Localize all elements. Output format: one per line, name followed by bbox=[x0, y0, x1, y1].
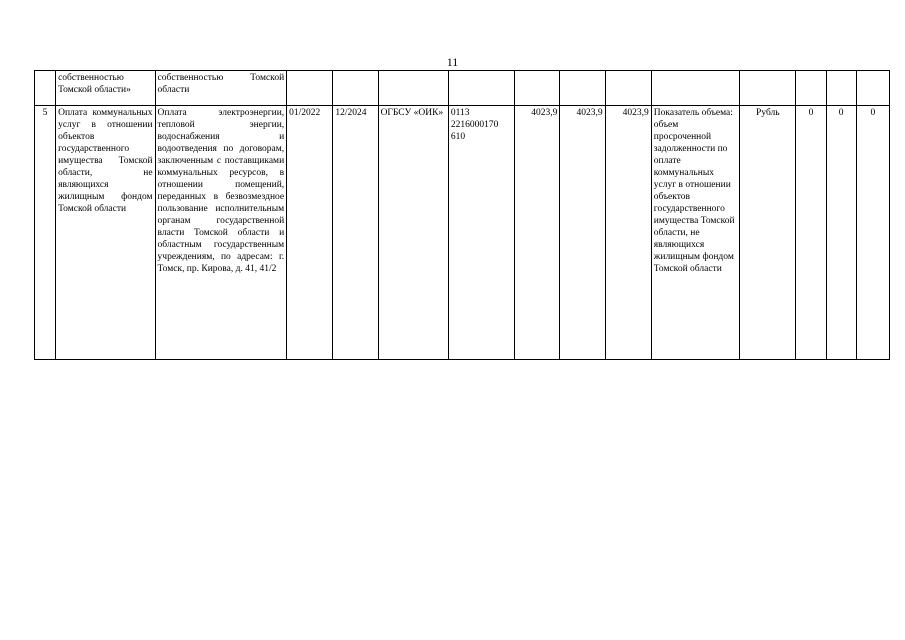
table-row bbox=[35, 106, 890, 360]
cell-indicator-2: 0 bbox=[826, 106, 856, 360]
page-number: 11 bbox=[446, 55, 459, 69]
cell-name: собственностью Томской области» bbox=[56, 71, 155, 106]
cell-code: 0113 2216000170 610 bbox=[448, 106, 514, 360]
cell-value-3 bbox=[605, 71, 651, 106]
cell-indicator: Показатель объема: объем просроченной задолженности по оплате коммунальных услуг в отношении объектов государственного имущества Томской области, не являющихся жилищным фондом Томской области bbox=[651, 106, 739, 360]
cell-value-3: 4023,9 bbox=[605, 106, 651, 360]
cell-executor: ОГБСУ «ОИК» bbox=[378, 106, 448, 360]
cell-start: 01/2022 bbox=[287, 106, 333, 360]
cell-description: собственностью Томской области bbox=[155, 71, 287, 106]
cell-value-2: 4023,9 bbox=[560, 106, 605, 360]
program-table bbox=[34, 70, 890, 360]
cell-value-1: 4023,9 bbox=[515, 106, 560, 360]
cell-indicator-2 bbox=[826, 71, 856, 106]
cell-value-2 bbox=[560, 71, 605, 106]
cell-start bbox=[287, 71, 333, 106]
table-row bbox=[35, 71, 890, 106]
cell-end: 12/2024 bbox=[333, 106, 378, 360]
cell-number bbox=[35, 71, 56, 106]
cell-name: Оплата коммунальных услуг в отношении объектов государственного имущества Томской области, не являющихся жилищным фондом Томской области bbox=[56, 106, 155, 360]
cell-indicator-3: 0 bbox=[856, 106, 889, 360]
cell-indicator-3 bbox=[856, 71, 889, 106]
cell-unit: Рубль bbox=[740, 106, 796, 360]
cell-indicator-1 bbox=[796, 71, 826, 106]
cell-description: Оплата электроэнергии, тепловой энергии, водоснабжения и водоотведения по договорам, заключенным с поставщиками коммунальных ресурсов, в отношении помещений, переданных в безвозмездное пользование исполнительным органам государственной власти Томской области и областным государственным учреждениям, по адресам: г. Томск, пр. Кирова, д. 41, 41/2 bbox=[155, 106, 287, 360]
cell-executor bbox=[378, 71, 448, 106]
cell-indicator bbox=[651, 71, 739, 106]
cell-code bbox=[448, 71, 514, 106]
cell-value-1 bbox=[515, 71, 560, 106]
cell-unit bbox=[740, 71, 796, 106]
cell-number: 5 bbox=[35, 106, 56, 360]
cell-end bbox=[333, 71, 378, 106]
cell-indicator-1: 0 bbox=[796, 106, 826, 360]
